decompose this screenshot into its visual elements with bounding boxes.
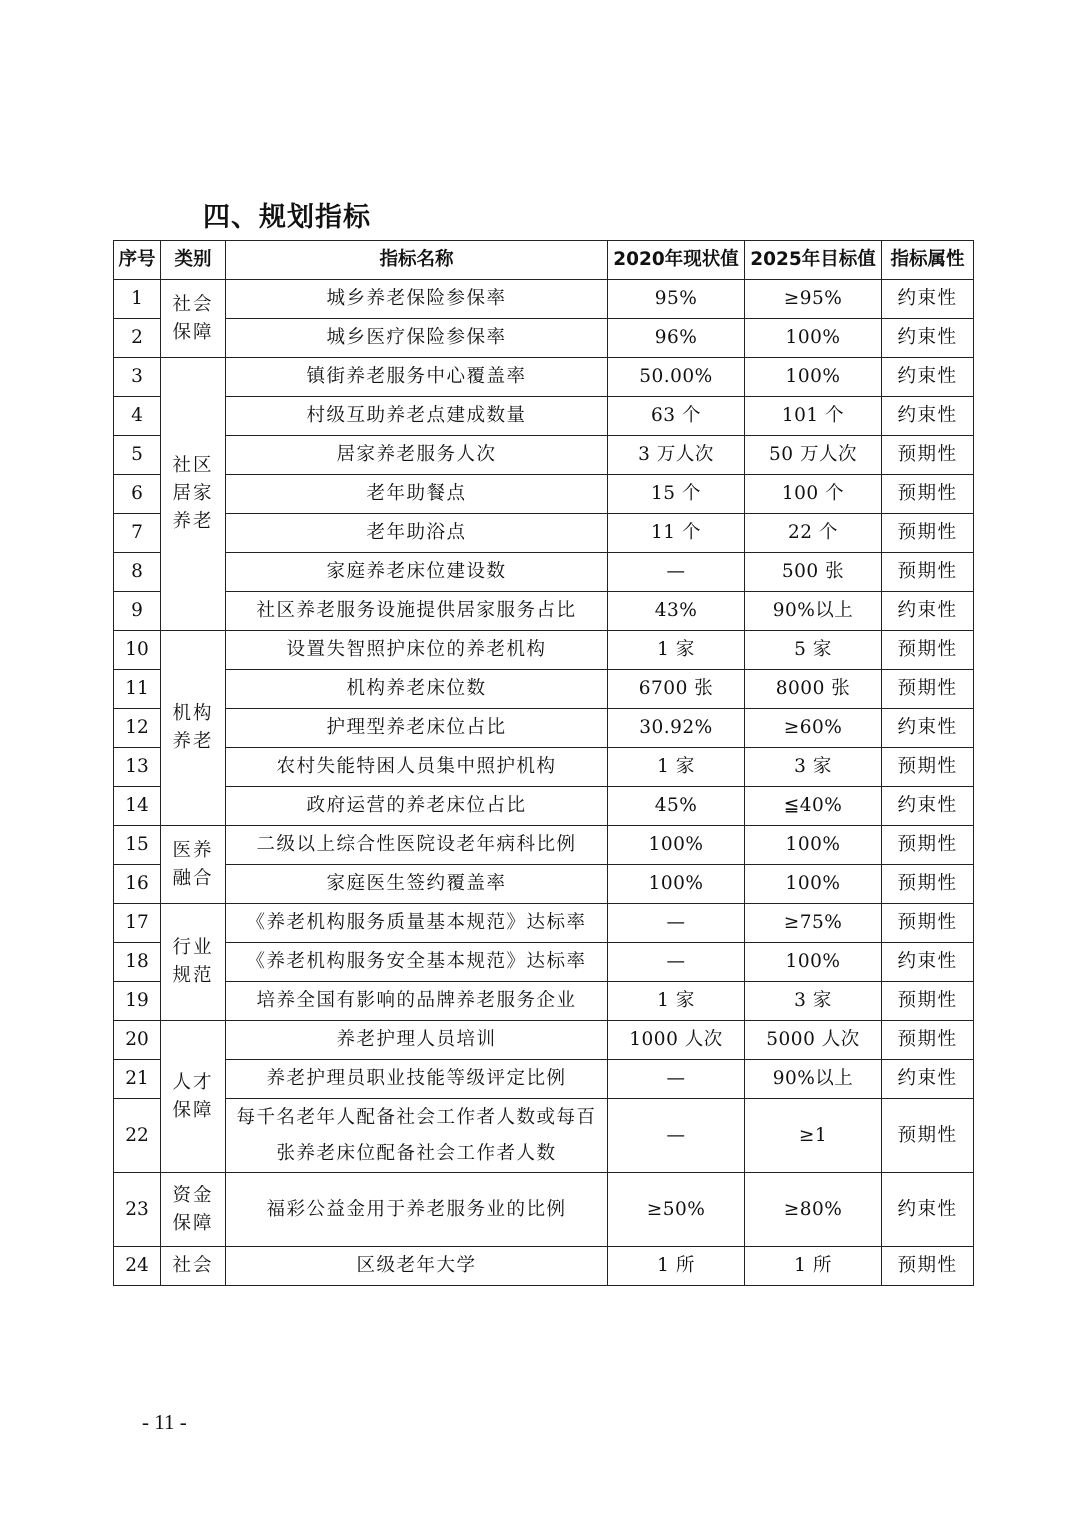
value-2020: 1 家 xyxy=(608,631,745,670)
table-row xyxy=(114,1173,974,1247)
row-number: 19 xyxy=(114,982,161,1021)
target-2025: 100% xyxy=(745,865,882,904)
indicator-name: 城乡医疗保险参保率 xyxy=(226,319,608,358)
indicator-name: 机构养老床位数 xyxy=(226,670,608,709)
indicator-name: 家庭医生签约覆盖率 xyxy=(226,865,608,904)
indicator-attribute: 预期性 xyxy=(882,1247,974,1286)
row-number: 8 xyxy=(114,553,161,592)
target-2025: ≥95% xyxy=(745,280,882,319)
row-number: 6 xyxy=(114,475,161,514)
indicator-attribute: 预期性 xyxy=(882,553,974,592)
indicator-attribute: 预期性 xyxy=(882,514,974,553)
category-label: 机构 养老 xyxy=(172,703,214,752)
target-2025: 100% xyxy=(745,943,882,982)
category-cell xyxy=(161,826,226,904)
target-2025: ≥60% xyxy=(745,709,882,748)
indicator-attribute: 预期性 xyxy=(882,670,974,709)
target-2025: 500 张 xyxy=(745,553,882,592)
indicator-name: 护理型养老床位占比 xyxy=(226,709,608,748)
indicator-attribute: 预期性 xyxy=(882,1099,974,1173)
value-2020: — xyxy=(608,904,745,943)
header-target-2025: 2025年目标值 xyxy=(745,241,882,280)
indicator-attribute: 约束性 xyxy=(882,943,974,982)
target-2025: 8000 张 xyxy=(745,670,882,709)
table-row xyxy=(114,943,974,982)
table-row xyxy=(114,514,974,553)
row-number: 5 xyxy=(114,436,161,475)
indicator-attribute: 预期性 xyxy=(882,1021,974,1060)
target-2025: 90%以上 xyxy=(745,1060,882,1099)
value-2020: 96% xyxy=(608,319,745,358)
value-2020: — xyxy=(608,1060,745,1099)
category-label: 社会 保障 xyxy=(172,293,214,343)
indicator-name: 老年助浴点 xyxy=(226,514,608,553)
category-cell xyxy=(161,631,226,826)
value-2020: 43% xyxy=(608,592,745,631)
header-name: 指标名称 xyxy=(226,241,608,280)
table-row xyxy=(114,592,974,631)
row-number: 13 xyxy=(114,748,161,787)
value-2020: 30.92% xyxy=(608,709,745,748)
indicator-name: 城乡养老保险参保率 xyxy=(226,280,608,319)
indicator-name: 《养老机构服务质量基本规范》达标率 xyxy=(226,904,608,943)
header-attribute: 指标属性 xyxy=(882,241,974,280)
value-2020: 100% xyxy=(608,826,745,865)
value-2020: 63 个 xyxy=(608,397,745,436)
indicator-name: 区级老年大学 xyxy=(226,1247,608,1286)
indicator-name: 村级互助养老点建成数量 xyxy=(226,397,608,436)
row-number: 14 xyxy=(114,787,161,826)
row-number: 9 xyxy=(114,592,161,631)
table-header-row xyxy=(114,241,974,280)
target-2025: 5000 人次 xyxy=(745,1021,882,1060)
value-2020: 1 家 xyxy=(608,982,745,1021)
row-number: 2 xyxy=(114,319,161,358)
row-number: 10 xyxy=(114,631,161,670)
indicator-attribute: 预期性 xyxy=(882,748,974,787)
row-number: 20 xyxy=(114,1021,161,1060)
row-number: 12 xyxy=(114,709,161,748)
category-label: 资金 保障 xyxy=(172,1184,214,1234)
table-row xyxy=(114,826,974,865)
indicator-attribute: 约束性 xyxy=(882,592,974,631)
indicator-name: 政府运营的养老床位占比 xyxy=(226,787,608,826)
table-row xyxy=(114,1247,974,1286)
value-2020: 1 所 xyxy=(608,1247,745,1286)
value-2020: 6700 张 xyxy=(608,670,745,709)
target-2025: 100% xyxy=(745,319,882,358)
indicator-attribute: 约束性 xyxy=(882,1173,974,1247)
indicator-name: 居家养老服务人次 xyxy=(226,436,608,475)
target-2025: 90%以上 xyxy=(745,592,882,631)
table-row xyxy=(114,670,974,709)
value-2020: 1000 人次 xyxy=(608,1021,745,1060)
target-2025: 50 万人次 xyxy=(745,436,882,475)
target-2025: 100 个 xyxy=(745,475,882,514)
row-number: 17 xyxy=(114,904,161,943)
table-row xyxy=(114,475,974,514)
planning-indicators-table xyxy=(113,240,974,1286)
table-body xyxy=(114,280,974,1286)
row-number: 1 xyxy=(114,280,161,319)
indicator-attribute: 预期性 xyxy=(882,475,974,514)
target-2025: ≥75% xyxy=(745,904,882,943)
target-2025: 5 家 xyxy=(745,631,882,670)
indicator-name: 每千名老年人配备社会工作者人数或每百张养老床位配备社会工作者人数 xyxy=(226,1099,608,1173)
category-label: 社会 xyxy=(172,1255,214,1276)
value-2020: — xyxy=(608,553,745,592)
indicator-attribute: 约束性 xyxy=(882,319,974,358)
target-2025: 3 家 xyxy=(745,748,882,787)
target-2025: 22 个 xyxy=(745,514,882,553)
indicator-attribute: 约束性 xyxy=(882,1060,974,1099)
indicator-name: 养老护理人员培训 xyxy=(226,1021,608,1060)
indicator-name: 福彩公益金用于养老服务业的比例 xyxy=(226,1173,608,1247)
indicator-attribute: 约束性 xyxy=(882,397,974,436)
row-number: 4 xyxy=(114,397,161,436)
header-category: 类别 xyxy=(161,241,226,280)
category-label: 人才 保障 xyxy=(172,1071,214,1121)
indicator-name: 镇街养老服务中心覆盖率 xyxy=(226,358,608,397)
table-row xyxy=(114,280,974,319)
value-2020: 95% xyxy=(608,280,745,319)
value-2020: 1 家 xyxy=(608,748,745,787)
indicator-name: 《养老机构服务安全基本规范》达标率 xyxy=(226,943,608,982)
category-label: 社区 居家 养老 xyxy=(172,455,214,532)
target-2025: 101 个 xyxy=(745,397,882,436)
indicator-attribute: 约束性 xyxy=(882,787,974,826)
category-cell xyxy=(161,280,226,358)
table-row xyxy=(114,553,974,592)
target-2025: ≥1 xyxy=(745,1099,882,1173)
row-number: 16 xyxy=(114,865,161,904)
indicator-name: 社区养老服务设施提供居家服务占比 xyxy=(226,592,608,631)
table-row xyxy=(114,631,974,670)
table-row xyxy=(114,982,974,1021)
indicator-name: 老年助餐点 xyxy=(226,475,608,514)
category-cell xyxy=(161,1173,226,1247)
category-label: 行业 规范 xyxy=(172,937,214,986)
target-2025: 1 所 xyxy=(745,1247,882,1286)
table-row xyxy=(114,319,974,358)
value-2020: 15 个 xyxy=(608,475,745,514)
header-no: 序号 xyxy=(114,241,161,280)
row-number: 7 xyxy=(114,514,161,553)
table-row xyxy=(114,1060,974,1099)
value-2020: — xyxy=(608,943,745,982)
indicator-attribute: 预期性 xyxy=(882,631,974,670)
table-row xyxy=(114,787,974,826)
row-number: 11 xyxy=(114,670,161,709)
indicator-name: 设置失智照护床位的养老机构 xyxy=(226,631,608,670)
category-cell xyxy=(161,358,226,631)
row-number: 23 xyxy=(114,1173,161,1247)
indicator-name: 家庭养老床位建设数 xyxy=(226,553,608,592)
row-number: 21 xyxy=(114,1060,161,1099)
target-2025: 100% xyxy=(745,358,882,397)
indicator-attribute: 预期性 xyxy=(882,865,974,904)
value-2020: 50.00% xyxy=(608,358,745,397)
row-number: 24 xyxy=(114,1247,161,1286)
category-label: 医养 融合 xyxy=(172,839,214,889)
row-number: 22 xyxy=(114,1099,161,1173)
row-number: 18 xyxy=(114,943,161,982)
indicator-attribute: 预期性 xyxy=(882,826,974,865)
table-row xyxy=(114,865,974,904)
value-2020: 45% xyxy=(608,787,745,826)
category-cell xyxy=(161,1021,226,1173)
indicator-name: 二级以上综合性医院设老年病科比例 xyxy=(226,826,608,865)
target-2025: 3 家 xyxy=(745,982,882,1021)
value-2020: 100% xyxy=(608,865,745,904)
indicator-attribute: 约束性 xyxy=(882,280,974,319)
target-2025: ≥80% xyxy=(745,1173,882,1247)
value-2020: ≥50% xyxy=(608,1173,745,1247)
indicator-attribute: 约束性 xyxy=(882,358,974,397)
value-2020: 11 个 xyxy=(608,514,745,553)
row-number: 15 xyxy=(114,826,161,865)
indicator-name: 培养全国有影响的品牌养老服务企业 xyxy=(226,982,608,1021)
table-row xyxy=(114,397,974,436)
section-title: 四、规划指标 xyxy=(203,202,371,233)
table-row xyxy=(114,904,974,943)
table-row xyxy=(114,1099,974,1173)
category-cell xyxy=(161,1247,226,1286)
value-2020: 3 万人次 xyxy=(608,436,745,475)
target-2025: 100% xyxy=(745,826,882,865)
table-row xyxy=(114,358,974,397)
page-number: - 11 - xyxy=(142,1410,187,1434)
indicator-name: 养老护理员职业技能等级评定比例 xyxy=(226,1060,608,1099)
table-row xyxy=(114,436,974,475)
indicator-attribute: 约束性 xyxy=(882,709,974,748)
indicator-name: 农村失能特困人员集中照护机构 xyxy=(226,748,608,787)
row-number: 3 xyxy=(114,358,161,397)
indicator-attribute: 预期性 xyxy=(882,904,974,943)
indicator-attribute: 预期性 xyxy=(882,982,974,1021)
table-row xyxy=(114,1021,974,1060)
header-value-2020: 2020年现状值 xyxy=(608,241,745,280)
table-row xyxy=(114,748,974,787)
target-2025: ≦40% xyxy=(745,787,882,826)
value-2020: — xyxy=(608,1099,745,1173)
table-row xyxy=(114,709,974,748)
category-cell xyxy=(161,904,226,1021)
indicator-attribute: 预期性 xyxy=(882,436,974,475)
